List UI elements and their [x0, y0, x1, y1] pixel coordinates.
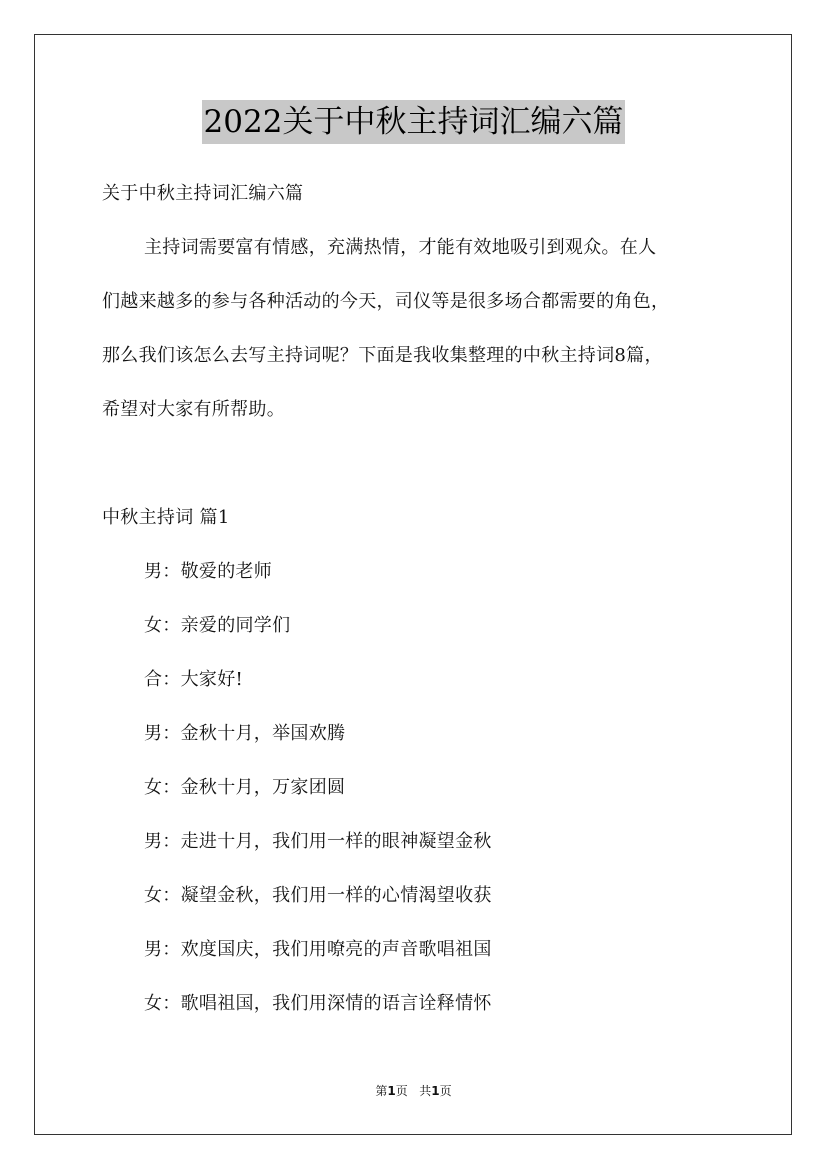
dialogue-line: 男：欢度国庆，我们用嘹亮的声音歌唱祖国 — [144, 939, 492, 960]
intro-line-2: 们越来越多的参与各种活动的今天，司仪等是很多场合都需要的角色， — [102, 291, 670, 312]
page-number: 1 — [387, 1084, 396, 1098]
document-subtitle: 关于中秋主持词汇编六篇 — [102, 183, 304, 204]
dialogue-line: 女：亲爱的同学们 — [144, 615, 291, 636]
page-footer — [0, 1083, 827, 1099]
total-suffix: 页 — [439, 1084, 452, 1098]
page-prefix: 第 — [375, 1084, 388, 1098]
intro-line-4: 希望对大家有所帮助。 — [102, 399, 285, 420]
dialogue-line: 合：大家好! — [144, 669, 244, 690]
total-prefix: 共 — [419, 1084, 432, 1098]
intro-line-1: 主持词需要富有情感，充满热情，才能有效地吸引到观众。在人 — [144, 237, 657, 258]
dialogue-line: 女：凝望金秋，我们用一样的心情渴望收获 — [144, 885, 492, 906]
document-title: 2022关于中秋主持词汇编六篇 — [202, 100, 626, 144]
page-suffix: 页 — [395, 1084, 408, 1098]
title-container — [0, 100, 827, 144]
dialogue-line: 女：歌唱祖国，我们用深情的语言诠释情怀 — [144, 993, 492, 1014]
dialogue-line: 男：走进十月，我们用一样的眼神凝望金秋 — [144, 831, 492, 852]
dialogue-line: 女：金秋十月，万家团圆 — [144, 777, 346, 798]
section-heading: 中秋主持词 篇1 — [102, 507, 230, 528]
intro-line-3: 那么我们该怎么去写主持词呢？下面是我收集整理的中秋主持词8篇， — [102, 345, 663, 366]
dialogue-line: 男：金秋十月，举国欢腾 — [144, 723, 346, 744]
total-pages: 1 — [431, 1084, 440, 1098]
dialogue-line: 男：敬爱的老师 — [144, 561, 273, 582]
